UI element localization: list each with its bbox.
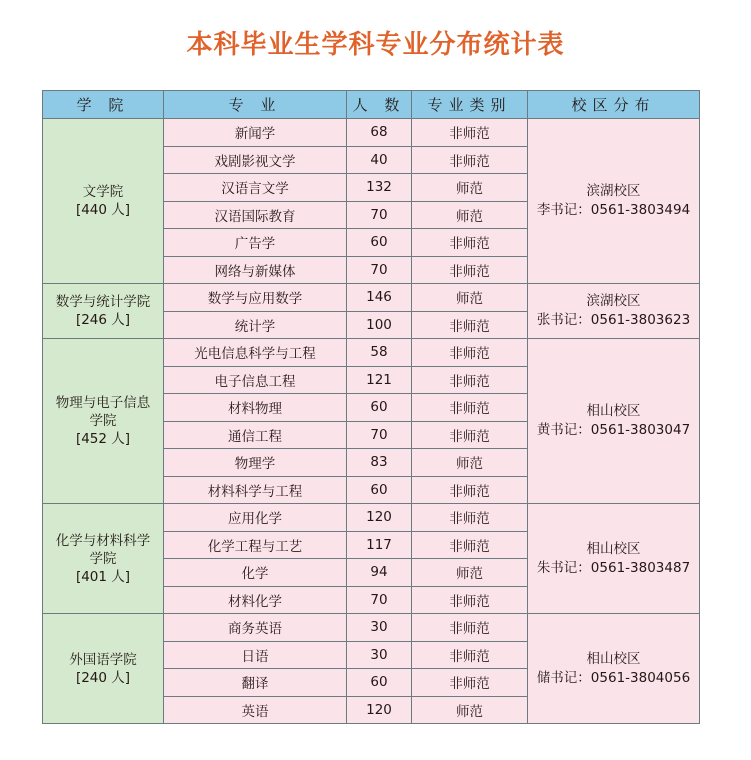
major-cell: 广告学	[164, 229, 347, 257]
count-cell: 60	[347, 394, 412, 422]
category-cell: 师范	[412, 201, 528, 229]
count-cell: 100	[347, 311, 412, 339]
count-cell: 70	[347, 586, 412, 614]
table-row	[43, 614, 700, 642]
category-cell: 非师范	[412, 311, 528, 339]
category-cell: 师范	[412, 559, 528, 587]
campus-name: 相山校区	[586, 540, 641, 557]
major-cell: 材料物理	[164, 394, 347, 422]
category-cell: 非师范	[412, 504, 528, 532]
count-cell: 146	[347, 284, 412, 312]
campus-contact: 储书记：0561-3804056	[536, 669, 691, 686]
category-cell: 师范	[412, 449, 528, 477]
category-cell: 非师范	[412, 366, 528, 394]
count-cell: 30	[347, 614, 412, 642]
college-name: 数学与统计学院	[55, 294, 151, 310]
header-major: 专 业	[164, 91, 347, 119]
count-cell: 60	[347, 476, 412, 504]
count-cell: 70	[347, 256, 412, 284]
college-count: [240 人]	[75, 669, 131, 686]
major-cell: 化学	[164, 559, 347, 587]
category-cell: 非师范	[412, 614, 528, 642]
category-cell: 非师范	[412, 641, 528, 669]
campus-contact: 黄书记：0561-3803047	[536, 422, 691, 438]
major-cell: 通信工程	[164, 421, 347, 449]
college-name-line: 物理与电子信息	[55, 395, 151, 411]
campus-cell	[528, 504, 700, 614]
category-cell: 师范	[412, 696, 528, 724]
major-cell: 数学与应用数学	[164, 284, 347, 312]
count-cell: 40	[347, 146, 412, 174]
college-cell	[43, 339, 164, 504]
table-row	[43, 119, 700, 147]
count-cell: 60	[347, 669, 412, 697]
table-row	[43, 339, 700, 367]
count-cell: 132	[347, 174, 412, 202]
college-name-line: 学院	[89, 550, 117, 567]
college-name-line: 化学与材料科学	[55, 532, 151, 549]
campus-name: 滨湖校区	[586, 293, 641, 309]
header-college: 学 院	[43, 91, 164, 119]
count-cell: 121	[347, 366, 412, 394]
college-cell	[43, 504, 164, 614]
count-cell: 68	[347, 119, 412, 147]
campus-cell	[528, 339, 700, 504]
major-cell: 戏剧影视文学	[164, 146, 347, 174]
major-cell: 新闻学	[164, 119, 347, 147]
count-cell: 83	[347, 449, 412, 477]
college-count: [401 人]	[75, 568, 131, 585]
count-cell: 120	[347, 504, 412, 532]
category-cell: 非师范	[412, 421, 528, 449]
page-title: 本科毕业生学科专业分布统计表	[186, 30, 565, 60]
category-cell: 师范	[412, 174, 528, 202]
major-cell: 英语	[164, 696, 347, 724]
count-cell: 120	[347, 696, 412, 724]
major-cell: 汉语国际教育	[164, 201, 347, 229]
category-cell: 非师范	[412, 586, 528, 614]
category-cell: 非师范	[412, 394, 528, 422]
count-cell: 70	[347, 421, 412, 449]
category-cell: 非师范	[412, 229, 528, 257]
category-cell: 非师范	[412, 256, 528, 284]
major-cell: 应用化学	[164, 504, 347, 532]
major-cell: 物理学	[164, 449, 347, 477]
major-cell: 材料化学	[164, 586, 347, 614]
major-cell: 汉语言文学	[164, 174, 347, 202]
major-cell: 日语	[164, 641, 347, 669]
count-cell: 30	[347, 641, 412, 669]
header-count: 人 数	[347, 91, 412, 119]
category-cell: 非师范	[412, 119, 528, 147]
count-cell: 70	[347, 201, 412, 229]
major-cell: 电子信息工程	[164, 366, 347, 394]
major-cell: 材料科学与工程	[164, 476, 347, 504]
major-cell: 商务英语	[164, 614, 347, 642]
major-cell: 化学工程与工艺	[164, 531, 347, 559]
category-cell: 师范	[412, 284, 528, 312]
category-cell: 非师范	[412, 146, 528, 174]
campus-name: 相山校区	[586, 650, 641, 667]
header-campus: 校区分布	[528, 91, 700, 119]
college-count: [452 人]	[75, 431, 131, 447]
college-count: [440 人]	[75, 202, 131, 218]
campus-cell	[528, 119, 700, 284]
major-cell: 网络与新媒体	[164, 256, 347, 284]
college-cell	[43, 614, 164, 724]
major-cell: 光电信息科学与工程	[164, 339, 347, 367]
table-body	[43, 119, 700, 724]
category-cell: 非师范	[412, 669, 528, 697]
campus-name: 滨湖校区	[586, 183, 641, 199]
count-cell: 117	[347, 531, 412, 559]
campus-cell	[528, 614, 700, 724]
campus-contact: 朱书记：0561-3803487	[536, 559, 691, 576]
distribution-table	[42, 90, 700, 724]
category-cell: 非师范	[412, 531, 528, 559]
major-cell: 统计学	[164, 311, 347, 339]
count-cell: 58	[347, 339, 412, 367]
campus-name: 相山校区	[586, 403, 641, 419]
campus-contact: 李书记：0561-3803494	[536, 202, 691, 218]
campus-cell	[528, 284, 700, 339]
table-row	[43, 284, 700, 312]
count-cell: 60	[347, 229, 412, 257]
table-row	[43, 504, 700, 532]
college-name-line: 学院	[89, 413, 117, 429]
count-cell: 94	[347, 559, 412, 587]
college-cell	[43, 119, 164, 284]
college-name: 外国语学院	[69, 651, 137, 668]
college-name: 文学院	[82, 184, 124, 200]
table-header-row	[43, 91, 700, 119]
college-cell	[43, 284, 164, 339]
category-cell: 非师范	[412, 339, 528, 367]
major-cell: 翻译	[164, 669, 347, 697]
college-count: [246 人]	[75, 312, 131, 328]
category-cell: 非师范	[412, 476, 528, 504]
campus-contact: 张书记：0561-3803623	[536, 312, 691, 328]
header-category: 专业类别	[412, 91, 528, 119]
